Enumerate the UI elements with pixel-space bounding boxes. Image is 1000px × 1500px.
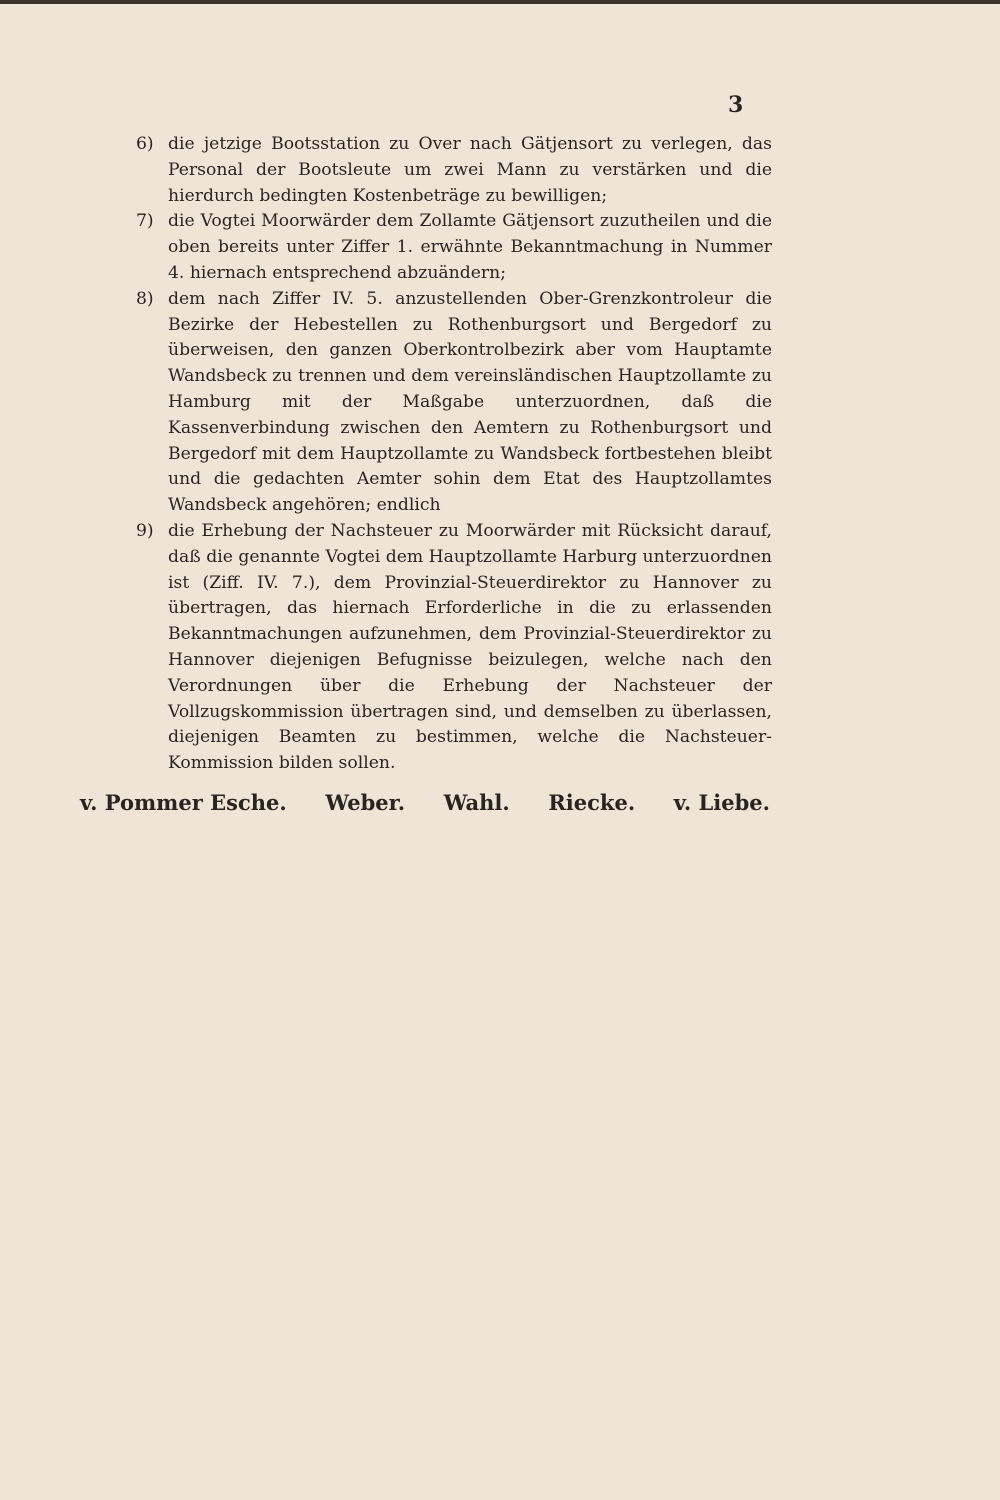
item-number: 6) [136, 134, 154, 154]
signature-weber: Weber. [325, 790, 406, 815]
item-number: 9) [136, 520, 154, 541]
page-number: 3 [728, 92, 744, 118]
signature-liebe: v. Liebe. [673, 790, 770, 815]
item-text: dem nach Ziffer IV. 5. anzustellenden Ober-Grenzkontroleur die Bezirke der Hebestellen zu Rothenburgsort und Bergedorf zu überweisen, den ganzen Oberkontrolbezirk aber vom Hauptamte Wandsbeck zu trennen und dem vereinsländischen Hauptzollamte zu Hamburg mit der Maßgabe unterzuordnen, daß die Kassenverbindung zwischen den Aemtern zu Rothenburgsort und Bergedorf mit dem Hauptzollamte zu Wandsbeck fortbestehen bleibt und die gedachten Aemter sohin dem Etat des Hauptzollamtes Wandsbeck angehören; endlich [168, 288, 772, 516]
item-number: 7) [136, 211, 154, 232]
signature-line [80, 790, 770, 815]
page-top-edge [0, 0, 1000, 4]
item-number: 8) [136, 288, 154, 309]
item-text: die Vogtei Moorwärder dem Zollamte Gätjensort zuzutheilen und die oben bereits unter Ziffer 1. erwähnte Bekanntmachung in Nummer 4. hiernach entsprechend abzuändern; [168, 211, 772, 283]
signature-pommer-esche: v. Pommer Esche. [80, 790, 287, 815]
numbered-list [136, 132, 772, 777]
list-item-6 [136, 132, 772, 209]
list-item-8 [136, 287, 772, 519]
item-text: die jetzige Bootsstation zu Over nach Gätjensort zu verlegen, das Personal der Bootsleute um zwei Mann zu verstärken und die hierdurch bedingten Kostenbeträge zu bewilligen; [168, 134, 772, 206]
signature-wahl: Wahl. [443, 790, 510, 815]
list-item-9 [136, 519, 772, 777]
signature-riecke: Riecke. [548, 790, 636, 815]
list-item-7 [136, 209, 772, 286]
item-text: die Erhebung der Nachsteuer zu Moorwärder mit Rücksicht darauf, daß die genannte Vogtei dem Hauptzollamte Harburg unterzuordnen ist (Ziff. IV. 7.), dem Provinzial-Steuerdirektor zu Hannover zu übertragen, das hiernach Erforderliche in die zu erlassenden Bekanntmachungen aufzunehmen, dem Provinzial-Steuerdirektor zu Hannover diejenigen Befugnisse beizulegen, welche nach den Verordnungen über die Erhebung der Nachsteuer der Vollzugskommission übertragen sind, und demselben zu überlassen, diejenigen Beamten zu bestimmen, welche die Nachsteuer-Kommission bilden sollen. [168, 520, 772, 774]
